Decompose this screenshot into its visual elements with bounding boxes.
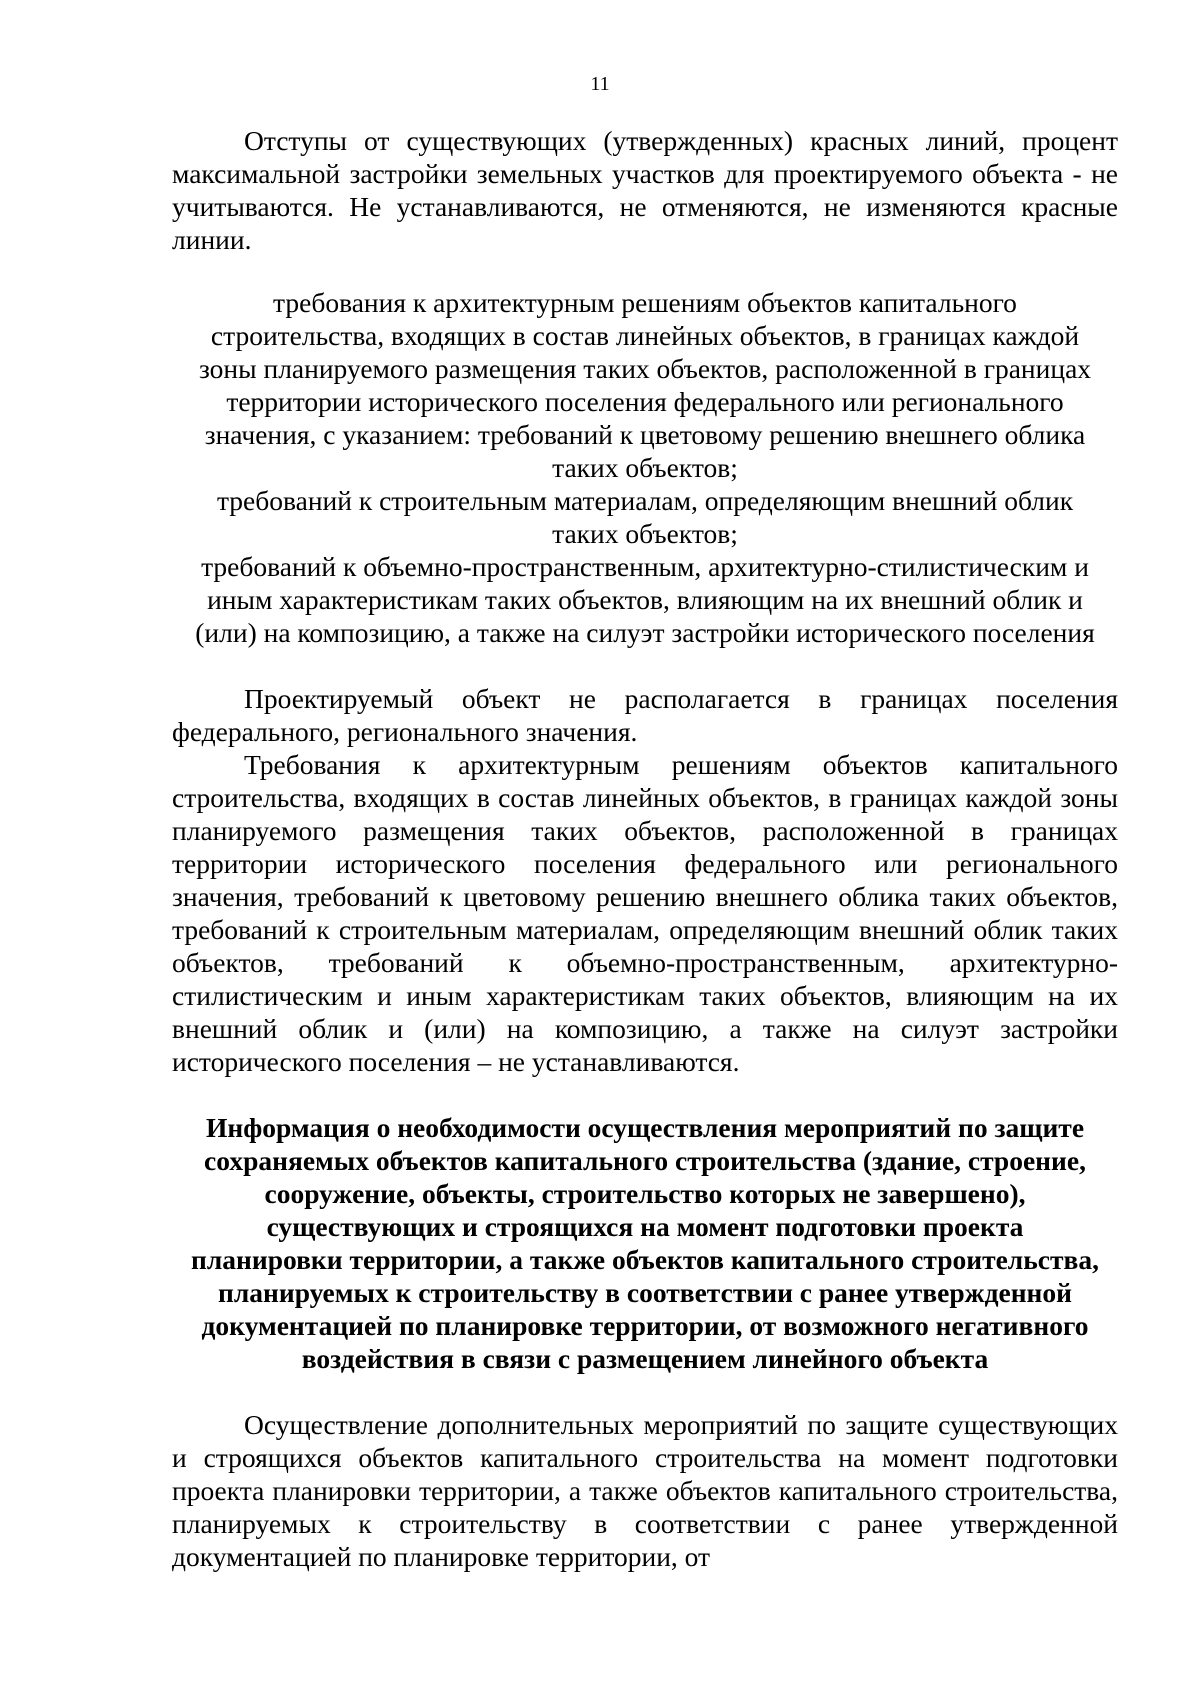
section-heading: [172, 1111, 1118, 1375]
heading-line: Информация о необходимости осуществления мероприятий по защите: [205, 1112, 1085, 1143]
paragraph-requirements-not-set: Требования к архитектурным решениям объектов капитального строительства, входящих в состав линейных объектов, в границах каждой зоны планируемого размещения таких объектов, расположенной в границах территории исторического поселения федерального или регионального значения, требований к цветовому решению внешнего облика таких объектов, требований к строительным материалам, определяющим внешний облик таких объектов, требований к объемно-пространственным, архитектурно-стилистическим и иным характеристикам таких объектов, влияющим на их внешний облик и (или) на композицию, а также на силуэт застройки исторического поселения – не устанавливаются.: [172, 749, 1118, 1077]
centered-line: таких объектов;: [552, 518, 738, 549]
centered-line: значения, с указанием: требований к цветовому решению внешнего облика: [204, 419, 1086, 450]
spacer: [172, 256, 1118, 286]
centered-line: требования к архитектурным решениям объектов капитального: [273, 287, 1017, 318]
centered-line: территории исторического поселения федерального или регионального: [226, 386, 1064, 417]
heading-line: сооружение, объекты, строительство которых не завершено),: [264, 1178, 1026, 1209]
centered-line: требований к объемно-пространственным, архитектурно-стилистическим и: [201, 551, 1089, 582]
paragraph-red-lines: Отступы от существующих (утвержденных) красных линий, процент максимальной застройки земельных участков для проектируемого объекта - не учитываются. Не устанавливаются, не отменяются, не изменяются красные линии.: [172, 125, 1118, 255]
centered-line: требований к строительным материалам, определяющим внешний облик: [216, 485, 1074, 516]
paragraph-protection-measures: Осуществление дополнительных мероприятий по защите существующих и строящихся объектов капитального строительства на момент подготовки проекта планировки территории, а также объектов капитального строительства, планируемых к строительству в соответствии с ранее утвержденной документацией по планировке территории, от: [172, 1409, 1118, 1572]
heading-line: сохраняемых объектов капитального строительства (здание, строение,: [204, 1145, 1086, 1176]
centered-line: иным характеристикам таких объектов, влияющим на их внешний облик и: [207, 584, 1083, 615]
spacer: [172, 1078, 1118, 1111]
heading-line: воздействия в связи с размещением линейного объекта: [301, 1343, 989, 1374]
heading-line: существующих и строящихся на момент подготовки проекта: [266, 1211, 1024, 1242]
heading-line: планировки территории, а также объектов капитального строительства,: [191, 1244, 1099, 1275]
centered-line: строительства, входящих в состав линейных объектов, в границах каждой: [210, 320, 1080, 351]
heading-line: планируемых к строительству в соответствии с ранее утвержденной: [218, 1277, 1072, 1308]
centered-line: зоны планируемого размещения таких объектов, расположенной в границах: [198, 353, 1092, 384]
heading-line: документацией по планировке территории, от возможного негативного: [201, 1310, 1089, 1341]
document-body: [172, 124, 1118, 1573]
spacer: [172, 1375, 1118, 1408]
centered-requirements-block: [172, 286, 1118, 649]
centered-line: таких объектов;: [552, 452, 738, 483]
page-number: 11: [590, 73, 610, 95]
centered-line: (или) на композицию, а также на силуэт застройки исторического поселения: [195, 617, 1095, 648]
spacer: [172, 649, 1118, 682]
paragraph-not-located: Проектируемый объект не располагается в границах поселения федерального, регионального значения.: [172, 683, 1118, 747]
